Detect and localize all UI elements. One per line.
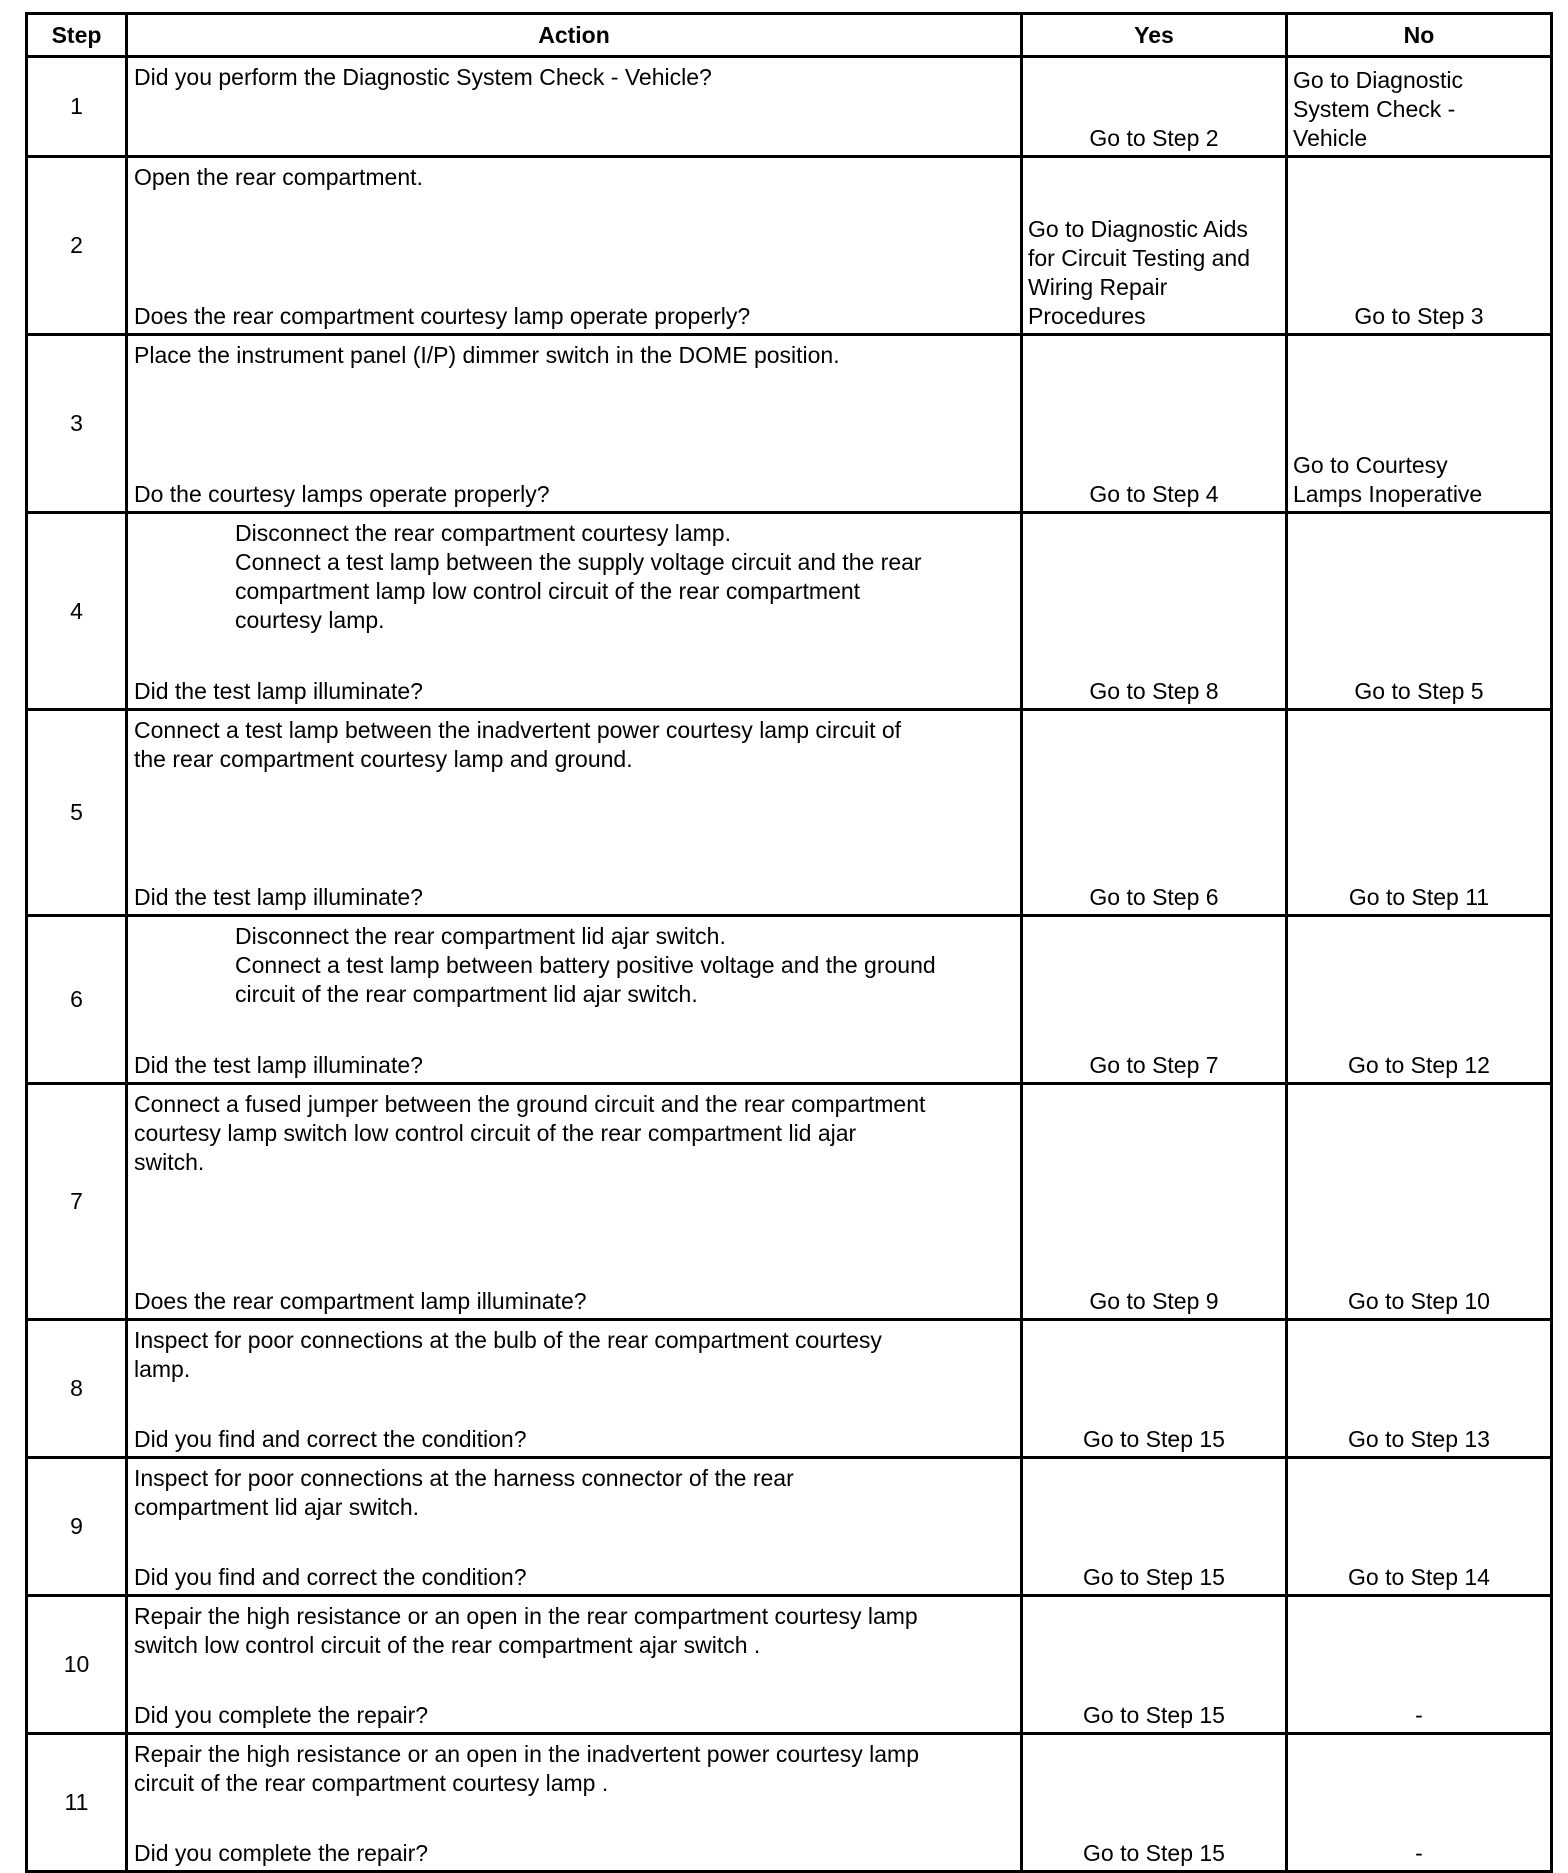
no-link[interactable]: Go to Step 12 [1348, 1052, 1490, 1078]
no-link[interactable]: Go to Step 10 [1348, 1288, 1490, 1314]
table-row [27, 157, 1552, 335]
yes-cell [1022, 335, 1287, 513]
action-text: Repair the high resistance or an open in the inadvertent power courtesy lamp [134, 1741, 920, 1767]
action-cell [127, 513, 1022, 710]
no-cell [1287, 157, 1552, 335]
action-cell [127, 1458, 1022, 1596]
yes-link-line: for Circuit Testing and [1028, 245, 1251, 271]
yes-cell [1022, 1596, 1287, 1734]
yes-link[interactable]: Go to Step 15 [1083, 1426, 1225, 1452]
yes-link[interactable]: Go to Step 7 [1089, 1052, 1219, 1078]
action-text: Disconnect the rear compartment courtesy lamp. [235, 520, 731, 546]
action-text: lamp. [134, 1356, 191, 1382]
no-value: - [1415, 1840, 1423, 1866]
action-text: Did you perform the Diagnostic System Check - Vehicle? [134, 64, 712, 90]
table-row [27, 1084, 1552, 1320]
action-question: Did you find and correct the condition? [134, 1564, 527, 1590]
action-cell [127, 710, 1022, 916]
no-cell [1287, 916, 1552, 1084]
no-link[interactable]: Go to Step 5 [1354, 678, 1484, 704]
no-cell [1287, 710, 1552, 916]
yes-link-line: Go to Diagnostic Aids [1028, 216, 1248, 242]
yes-cell [1022, 513, 1287, 710]
header-yes: Yes [1022, 14, 1287, 57]
header-step: Step [27, 14, 127, 57]
step-number: 7 [27, 1084, 127, 1320]
yes-cell [1022, 57, 1287, 157]
action-text: switch low control circuit of the rear compartment ajar switch . [134, 1632, 761, 1658]
action-question: Did the test lamp illuminate? [134, 678, 423, 704]
action-text: circuit of the rear compartment lid ajar switch. [235, 981, 698, 1007]
action-text: the rear compartment courtesy lamp and ground. [134, 746, 633, 772]
no-link-line: Go to Diagnostic [1293, 67, 1464, 93]
action-cell [127, 157, 1022, 335]
action-text: compartment lid ajar switch. [134, 1494, 420, 1520]
table-row [27, 1596, 1552, 1734]
no-cell [1287, 57, 1552, 157]
action-text: courtesy lamp. [235, 607, 385, 633]
step-number: 9 [27, 1458, 127, 1596]
step-number: 5 [27, 710, 127, 916]
header-row [27, 14, 1552, 57]
yes-cell [1022, 1734, 1287, 1872]
no-cell [1287, 1734, 1552, 1872]
action-text: compartment lamp low control circuit of the rear compartment [235, 578, 861, 604]
action-text: courtesy lamp switch low control circuit of the rear compartment lid ajar [134, 1120, 857, 1146]
diagnostic-table [25, 12, 1553, 1873]
action-text: Connect a test lamp between battery positive voltage and the ground [235, 952, 936, 978]
step-number: 6 [27, 916, 127, 1084]
action-question: Does the rear compartment lamp illuminate? [134, 1288, 587, 1314]
step-number: 3 [27, 335, 127, 513]
yes-link[interactable]: Go to Step 8 [1089, 678, 1219, 704]
step-number: 2 [27, 157, 127, 335]
action-cell [127, 1320, 1022, 1458]
table-row [27, 513, 1552, 710]
no-link-line: Vehicle [1293, 125, 1368, 151]
no-cell [1287, 513, 1552, 710]
action-text: Connect a test lamp between the supply voltage circuit and the rear [235, 549, 922, 575]
header-action: Action [127, 14, 1022, 57]
yes-cell [1022, 1084, 1287, 1320]
action-question: Does the rear compartment courtesy lamp operate properly? [134, 303, 751, 329]
yes-link[interactable]: Go to Step 15 [1083, 1840, 1225, 1866]
step-number: 4 [27, 513, 127, 710]
no-value: - [1415, 1702, 1423, 1728]
action-cell [127, 916, 1022, 1084]
action-text: Place the instrument panel (I/P) dimmer switch in the DOME position. [134, 342, 840, 368]
action-text: Connect a fused jumper between the ground circuit and the rear compartment [134, 1091, 926, 1117]
table-row [27, 916, 1552, 1084]
step-number: 11 [27, 1734, 127, 1872]
yes-link[interactable]: Go to Step 15 [1083, 1564, 1225, 1590]
action-question: Did the test lamp illuminate? [134, 884, 423, 910]
yes-cell [1022, 916, 1287, 1084]
header-no: No [1287, 14, 1552, 57]
yes-link[interactable]: Go to Step 4 [1089, 481, 1219, 507]
yes-link-line: Wiring Repair [1028, 274, 1168, 300]
table-row [27, 1734, 1552, 1872]
yes-link[interactable]: Go to Step 9 [1089, 1288, 1219, 1314]
no-link-line: Go to Courtesy [1293, 452, 1448, 478]
yes-link[interactable]: Go to Step 15 [1083, 1702, 1225, 1728]
no-link[interactable]: Go to Step 13 [1348, 1426, 1490, 1452]
action-text: Inspect for poor connections at the harness connector of the rear [134, 1465, 794, 1491]
action-question: Did you complete the repair? [134, 1702, 429, 1728]
action-cell [127, 1084, 1022, 1320]
yes-cell [1022, 1320, 1287, 1458]
action-question: Did you find and correct the condition? [134, 1426, 527, 1452]
no-link[interactable]: Go to Step 14 [1348, 1564, 1490, 1590]
step-number: 8 [27, 1320, 127, 1458]
yes-cell [1022, 157, 1287, 335]
action-cell [127, 57, 1022, 157]
no-link[interactable] [1293, 451, 1546, 509]
yes-link[interactable]: Go to Step 2 [1089, 125, 1219, 151]
no-cell [1287, 1596, 1552, 1734]
yes-link-line: Procedures [1028, 303, 1146, 329]
action-text: Inspect for poor connections at the bulb of the rear compartment courtesy [134, 1327, 882, 1353]
table-row [27, 57, 1552, 157]
action-text: Connect a test lamp between the inadvertent power courtesy lamp circuit of [134, 717, 902, 743]
action-text: Repair the high resistance or an open in the rear compartment courtesy lamp [134, 1603, 918, 1629]
no-cell [1287, 1320, 1552, 1458]
action-cell [127, 1734, 1022, 1872]
step-number: 1 [27, 57, 127, 157]
action-text: switch. [134, 1149, 205, 1175]
table-row [27, 1458, 1552, 1596]
table-row [27, 1320, 1552, 1458]
action-text: Disconnect the rear compartment lid ajar switch. [235, 923, 726, 949]
action-text: Open the rear compartment. [134, 164, 423, 190]
no-link-line: Lamps Inoperative [1293, 481, 1483, 507]
action-question: Did you complete the repair? [134, 1840, 429, 1866]
yes-cell [1022, 1458, 1287, 1596]
yes-link[interactable]: Go to Step 6 [1089, 884, 1219, 910]
no-cell [1287, 335, 1552, 513]
no-link[interactable]: Go to Step 3 [1354, 303, 1484, 329]
action-text: circuit of the rear compartment courtesy lamp . [134, 1770, 609, 1796]
no-cell [1287, 1458, 1552, 1596]
action-cell [127, 1596, 1022, 1734]
table-row [27, 335, 1552, 513]
no-link-line: System Check - [1293, 96, 1456, 122]
table-row [27, 710, 1552, 916]
action-question: Do the courtesy lamps operate properly? [134, 481, 550, 507]
action-cell [127, 335, 1022, 513]
no-cell [1287, 1084, 1552, 1320]
yes-cell [1022, 710, 1287, 916]
yes-link[interactable] [1028, 215, 1281, 331]
action-question: Did the test lamp illuminate? [134, 1052, 423, 1078]
no-link[interactable] [1293, 66, 1546, 153]
no-link[interactable]: Go to Step 11 [1348, 884, 1490, 910]
step-number: 10 [27, 1596, 127, 1734]
